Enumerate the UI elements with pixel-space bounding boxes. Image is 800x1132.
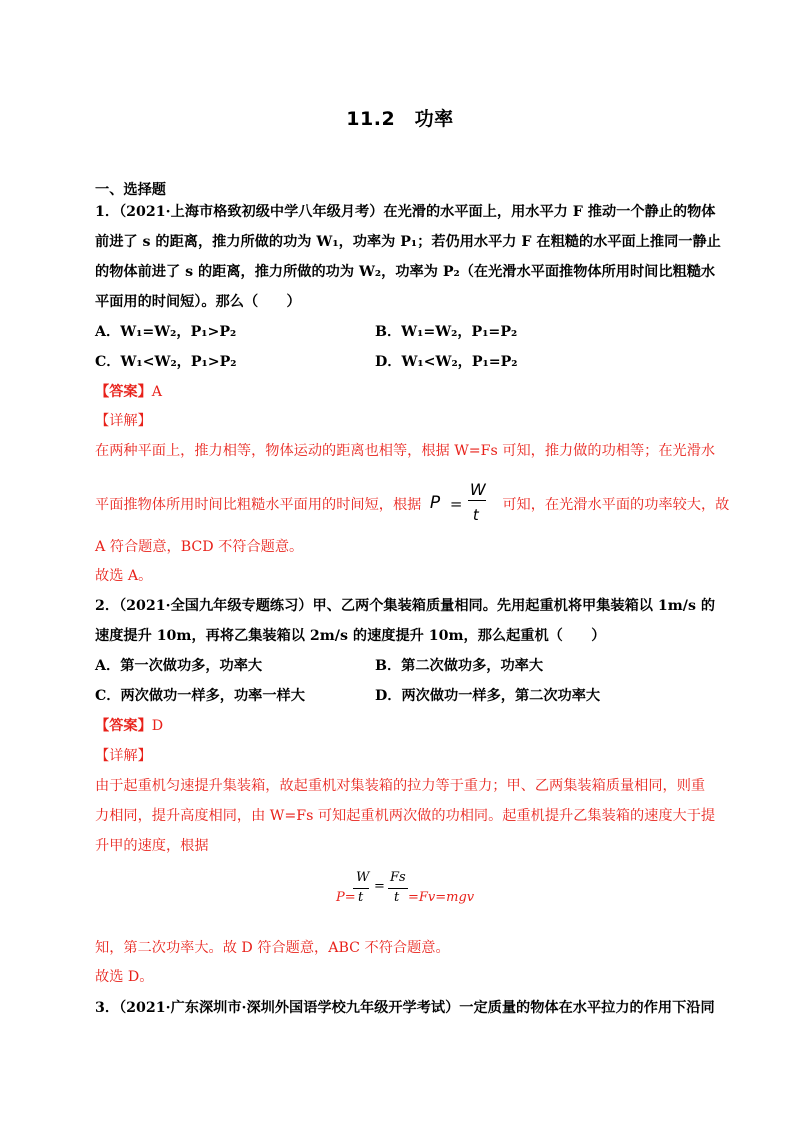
page-title: 11.2 功率: [346, 108, 454, 130]
q2-option-b: B．第二次做功多，功率大: [375, 658, 544, 674]
q1-explanation-line2a: 平面推物体所用时间比粗糙水平面用的时间短，根据: [95, 497, 422, 513]
q2-detail-tag: 【详解】: [95, 748, 152, 764]
answer-tag: 【答案】: [95, 384, 152, 400]
q1-option-d: D．W₁<W₂，P₁=P₂: [375, 354, 518, 370]
q1-explanation-line2b: 可知，在光滑水平面的功率较大，故: [502, 497, 730, 513]
answer-value: D: [151, 718, 164, 734]
eq-bar2: [388, 888, 408, 889]
q2-option-c: C．两次做功一样多，功率一样大: [95, 688, 305, 704]
q2-power-equation: [336, 866, 476, 910]
answer-tag: 【答案】: [95, 718, 152, 734]
q2-conclusion: 故选 D。: [95, 969, 154, 985]
q1-explanation-line1: 在两种平面上，推力相等，物体运动的距离也相等，根据 W=Fs 可知，推力做的功相等；在光滑水: [95, 443, 716, 459]
q1-stem-line2: 前进了 s 的距离，推力所做的功为 W₁，功率为 P₁；若仍用水平力 F 在粗糙的水平面上推同一静止: [95, 234, 721, 250]
q3-stem-line1: 3．（2021·广东深圳市·深圳外国语学校九年级开学考试）一定质量的物体在水平拉力的作用下沿同: [95, 1000, 715, 1016]
q1-stem-line1: 1．（2021·上海市格致初级中学八年级月考）在光滑的水平面上，用水平力 F 推动一个静止的物体: [95, 204, 716, 220]
q2-explanation-line2: 力相同，提升高度相同，由 W=Fs 可知起重机两次做的功相同。起重机提升乙集装箱的速度大于提: [95, 808, 716, 824]
q2-explanation-line1: 由于起重机匀速提升集装箱，故起重机对集装箱的拉力等于重力；甲、乙两集装箱质量相同，则重: [95, 778, 706, 794]
q2-explanation-line4: 知，第二次功率大。故 D 符合题意，ABC 不符合题意。: [95, 940, 450, 956]
eq-t1: t: [358, 890, 364, 905]
formula-numerator: W: [469, 480, 486, 499]
eq-w: W: [356, 870, 370, 885]
q1-option-b: B．W₁=W₂，P₁=P₂: [375, 324, 518, 340]
q2-answer: [95, 716, 705, 736]
eq-p: P=: [336, 890, 356, 905]
answer-value: A: [151, 384, 163, 400]
q1-option-a: A．W₁=W₂，P₁>P₂: [95, 324, 237, 340]
eq-t2: t: [394, 890, 400, 905]
q2-option-a: A．第一次做功多，功率大: [95, 658, 263, 674]
eq-equals: =: [374, 879, 385, 894]
q1-stem-line4: 平面用的时间短）。那么（ ）: [95, 294, 301, 310]
section-heading: 一、选择题: [95, 182, 166, 198]
q2-option-d: D．两次做功一样多，第二次功率大: [375, 688, 601, 704]
q1-answer: [95, 382, 705, 402]
q1-option-c: C．W₁<W₂，P₁>P₂: [95, 354, 237, 370]
eq-fs: Fs: [390, 870, 406, 885]
formula-denominator: t: [472, 506, 479, 524]
q1-explanation-line3: A 符合题意，BCD 不符合题意。: [95, 539, 304, 555]
q1-detail-tag: 【详解】: [95, 413, 152, 429]
q2-stem-line1: 2．（2021·全国九年级专题练习）甲、乙两个集装箱质量相同。先用起重机将甲集装箱以 1m/s 的: [95, 598, 716, 614]
q1-stem-line3: 的物体前进了 s 的距离，推力所做的功为 W₂，功率为 P₂（在光滑水平面推物体所用时间比粗糙水: [95, 264, 716, 280]
q2-stem-line2: 速度提升 10m，再将乙集装箱以 2m/s 的速度提升 10m，那么起重机（ ）: [95, 628, 606, 644]
formula-equals: =: [449, 495, 463, 513]
formula-fraction-bar: [468, 500, 486, 501]
eq-bar1: [353, 888, 369, 889]
power-formula: [426, 480, 498, 524]
q2-explanation-line3: 升甲的速度，根据: [95, 838, 209, 854]
q1-explanation-line2: [95, 480, 730, 524]
q1-conclusion: 故选 A。: [95, 568, 153, 584]
formula-p: P: [429, 493, 441, 513]
eq-tail: =Fv=mgv: [408, 890, 475, 905]
